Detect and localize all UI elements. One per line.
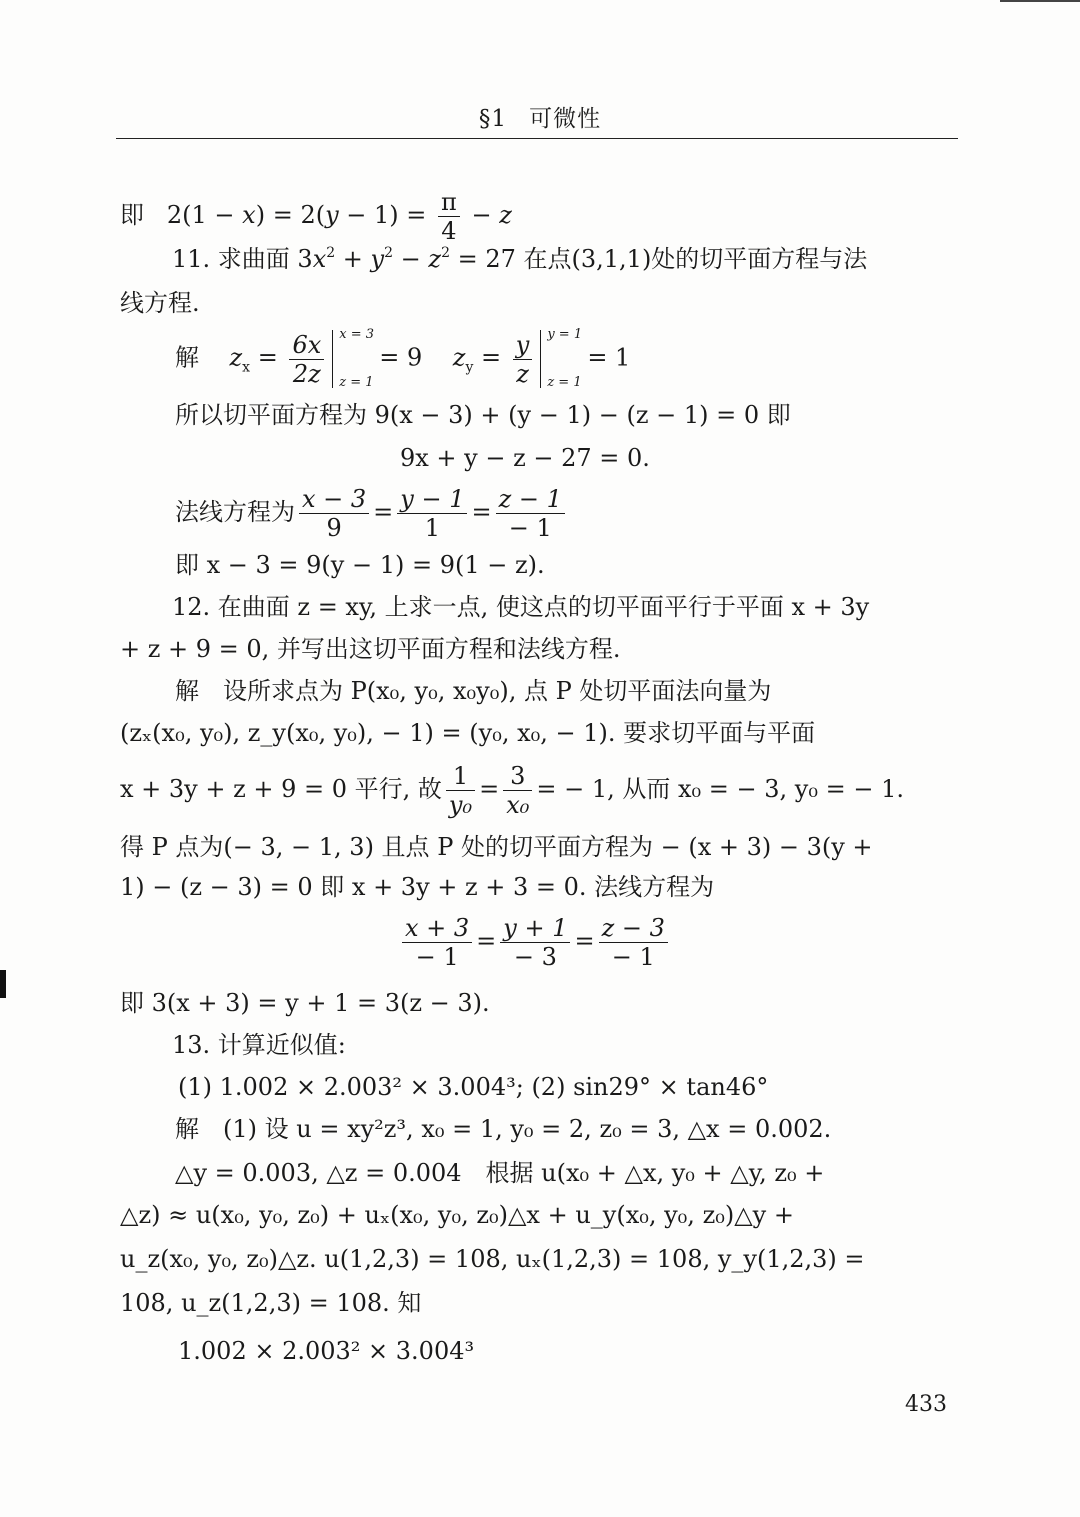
frac-den: 9 <box>326 514 342 542</box>
bar-bottom: z = 1 <box>547 375 582 390</box>
solution-13-line-6: 1.002 × 2.003² × 3.004³ <box>178 1337 475 1365</box>
text-ji: 即 <box>120 201 144 229</box>
solution-12-line-1: 解 设所求点为 P(x₀, y₀, x₀y₀), 点 P 处切平面法向量为 <box>175 677 772 705</box>
solution-13-line-3: △z) ≈ u(x₀, y₀, z₀) + uₓ(x₀, y₀, z₀)△x + u_y(x₀, y₀, z₀)△y + <box>120 1201 794 1229</box>
problem-11-line-2: 线方程. <box>120 289 200 317</box>
frac-c <box>599 914 668 971</box>
eval-bar-zy <box>540 327 583 390</box>
problem-12-line-1: 12. 在曲面 z = xy, 上求一点, 使这点的切平面平行于平面 x + 3y <box>172 593 870 621</box>
frac-num: y <box>513 331 533 360</box>
frac-n2 <box>397 485 467 542</box>
text: 法线方程为 <box>175 498 295 526</box>
text: x + 3y + z + 9 = 0 平行, 故 <box>120 775 442 803</box>
solution-12-normal-fractions: $\frac{x + 3}{- 1}$ = $\frac{y + 1}{- 3}$ = $\frac{z - 3}{- 1}$ <box>398 914 672 971</box>
frac-a <box>402 914 472 971</box>
problem-13-line-1: 13. 计算近似值: <box>172 1031 346 1059</box>
bar-bottom: z = 1 <box>339 375 374 390</box>
frac-num: x − 3 <box>299 485 369 514</box>
solution-11-partials: 解 $z_x$ = $\frac{6x}{2z}$ x = 3 z = 1 = 9 $z_y$ = $\frac{y}{z}$ y = 1 z = 1 = 1 <box>175 327 631 390</box>
solution-12-line-4: 得 P 点为(− 3, − 1, 3) 且点 P 处的切平面方程为 − (x + 3) − 3(y + <box>120 833 873 861</box>
frac-num: z − 3 <box>599 914 668 943</box>
section-number: §1 <box>478 106 508 132</box>
text: − <box>393 245 429 273</box>
scan-edge-line <box>1000 0 1080 2</box>
text: 11. 求曲面 3 <box>172 245 313 273</box>
problem-12-line-2: + z + 9 = 0, 并写出这切平面方程和法线方程. <box>120 635 621 663</box>
solution-13-line-2: △y = 0.003, △z = 0.004 根据 u(x₀ + △x, y₀ + △y, z₀ + <box>175 1159 825 1187</box>
eq-part: − 1) = <box>338 201 435 229</box>
solution-13-line-5: 108, u_z(1,2,3) = 108. 知 <box>120 1289 422 1317</box>
frac-den: 1 <box>424 514 441 542</box>
frac-den: − 1 <box>611 943 655 971</box>
frac-num: x + 3 <box>402 914 472 943</box>
frac-den: − 1 <box>508 514 552 542</box>
frac-num: 1 <box>446 762 475 791</box>
bar-top: x = 3 <box>339 327 375 342</box>
solution-12-line-2: (zₓ(x₀, y₀), z_y(x₀, y₀), − 1) = (y₀, x₀, − 1). 要求切平面与平面 <box>120 719 816 747</box>
frac-b <box>500 914 570 971</box>
frac-num: y − 1 <box>397 485 467 514</box>
frac-n3 <box>496 485 565 542</box>
frac-den: z <box>516 359 529 388</box>
frac-den: x₀ <box>506 791 530 819</box>
text: = − 1, 从而 x₀ = − 3, y₀ = − 1. <box>536 775 904 803</box>
text: = 1 <box>587 343 631 372</box>
frac-num: 3 <box>503 762 532 791</box>
frac-den: y₀ <box>448 791 473 819</box>
solution-11-tangent-plane-result: 9x + y − z − 27 = 0. <box>400 444 650 472</box>
solution-12-line-5: 1) − (z − 3) = 0 即 x + 3y + z + 3 = 0. 法线方程为 <box>120 873 715 901</box>
text: + <box>335 245 371 273</box>
solution-13-line-1: 解 (1) 设 u = xy²z³, x₀ = 1, y₀ = 2, z₀ = 3, △x = 0.002. <box>175 1115 832 1143</box>
frac-den: − 1 <box>415 943 459 971</box>
frac-num: z − 1 <box>496 485 565 514</box>
header-rule <box>116 138 958 139</box>
solution-12-line-3: x + 3y + z + 9 = 0 平行, 故 $\frac{1}{\text{y₀}}$ = $\frac{3}{\text{x₀}}$ = − 1, 从而 x₀ = − 3, y₀ = − 1. <box>120 762 904 819</box>
solution-13-line-4: u_z(x₀, y₀, z₀)△z. u(1,2,3) = 108, uₓ(1,2,3) = 108, y_y(1,2,3) = <box>120 1245 865 1273</box>
frac-den: − 3 <box>513 943 557 971</box>
page-number: 433 <box>905 1392 947 1417</box>
solution-11-normal-result: 即 x − 3 = 9(y − 1) = 9(1 − z). <box>175 551 545 579</box>
text: = 9 <box>379 343 423 372</box>
bar-top: y = 1 <box>547 327 583 342</box>
section-title: 可微性 <box>529 106 602 132</box>
frac-zx <box>289 331 324 388</box>
frac-1-over-y0 <box>446 762 475 819</box>
solution-12-result: 即 3(x + 3) = y + 1 = 3(z − 3). <box>120 989 490 1017</box>
frac-num: y + 1 <box>500 914 570 943</box>
solution-11-tangent-plane: 所以切平面方程为 9(x − 3) + (y − 1) − (z − 1) = 0 即 <box>175 401 791 429</box>
equation-line-1: 即 2(1 − x) = 2(y − 1) = $\frac{\pi}{4}$ − z <box>120 188 512 245</box>
frac-den: 4 <box>441 217 457 245</box>
problem-11-line-1: 11. 求曲面 $3x^2 + y^2 - z^2 = 27$ 在点(3,1,1)处的切平面方程与法 <box>172 245 868 273</box>
eq-part: 2(1 − <box>166 201 243 229</box>
text: = 27 在点(3,1,1)处的切平面方程与法 <box>449 245 868 273</box>
frac-num: 6x <box>289 331 324 360</box>
frac-den: 2z <box>292 359 321 388</box>
eq-part: − <box>463 201 500 229</box>
eval-bar-zx <box>332 327 375 390</box>
scan-margin-mark <box>0 970 6 998</box>
problem-13-line-2: (1) 1.002 × 2.003² × 3.004³; (2) sin29° × tan46° <box>178 1073 769 1101</box>
solution-11-normal-line: 法线方程为 $\frac{x - 3}{9}$ = $\frac{y - 1}{1}$ = $\frac{z - 1}{- 1}$ <box>175 485 569 542</box>
frac-zy <box>513 331 533 388</box>
pi-over-4 <box>438 188 460 245</box>
running-header <box>0 100 1080 133</box>
eq-part: ) = 2( <box>255 201 326 229</box>
frac-num: π <box>438 188 460 217</box>
text-jie: 解 <box>175 343 199 372</box>
frac-3-over-x0 <box>503 762 532 819</box>
frac-n1 <box>299 485 369 542</box>
